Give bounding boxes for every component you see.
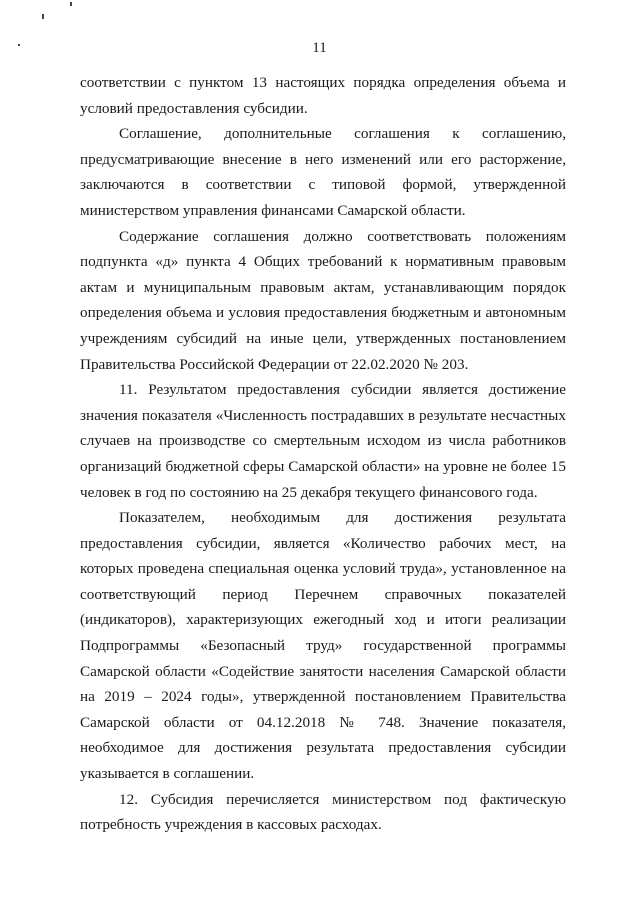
paragraph-12-transfer: 12. Субсидия перечисляется министерством под фактическую потребность учреждения в кассовых расходах. bbox=[80, 790, 566, 834]
document-body bbox=[80, 70, 566, 838]
paragraph-agreement-content: Содержание соглашения должно соответствовать положениям подпункта «д» пункта 4 Общих требований к нормативным правовым актам и муниципальным правовым актам, устанавливающим порядок определения объема и условия предоставления бюджетным и автономным учреждениям субсидий на иные цели, утвержденных постановлением Правительства Российской Федерации от 22.02.2020 № 203. bbox=[80, 227, 566, 373]
paragraph-continuation: соответствии с пунктом 13 настоящих порядка определения объема и условий предоставления субсидии. bbox=[80, 74, 566, 117]
scan-mark bbox=[42, 14, 44, 19]
page-number: 11 bbox=[312, 40, 327, 56]
paragraph-agreement: Соглашение, дополнительные соглашения к соглашению, предусматривающие внесение в него изменений или его расторжение, заключаются в соответствии с типовой формой, утвержденной министерством управления финансами Самарской области. bbox=[80, 125, 566, 219]
scan-mark bbox=[70, 2, 72, 6]
paragraph-indicator: Показателем, необходимым для достижения результата предоставления субсидии, является «Количество рабочих мест, на которых проведена специальная оценка условий труда», установленное на соответствующий период Перечнем справочных показателей (индикаторов), характеризующих ежегодный ход и итоги реализации Подпрограммы «Безопасный труд» государственной программы Самарской области «Содействие занятости населения Самарской области на 2019 – 2024 годы», утвержденной постановлением Правительства Самарской области от 04.12.2018 № 748. Значение показателя, необходимое для достижения результата предоставления субсидии указывается в соглашении. bbox=[80, 509, 566, 783]
paragraph-11-result: 11. Результатом предоставления субсидии является достижение значения показателя «Численность пострадавших в результате несчастных случаев на производстве со смертельным исходом из числа работников организаций бюджетной сферы Самарской области» на уровне не более 15 человек в год по состоянию на 25 декабря текущего финансового года. bbox=[80, 381, 566, 501]
